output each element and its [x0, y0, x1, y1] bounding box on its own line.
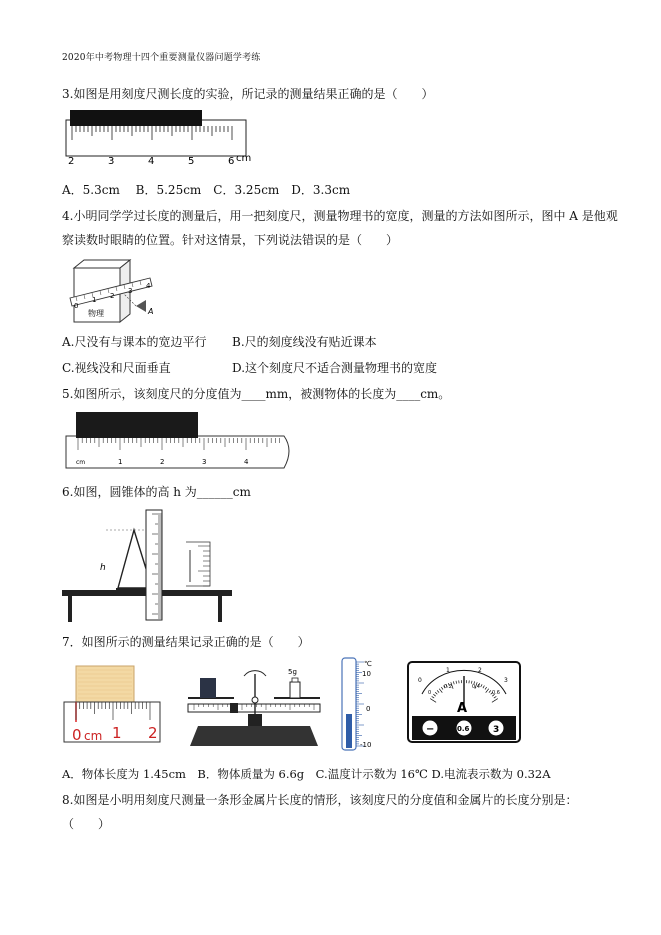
q7-thermometer-figure — [334, 656, 386, 752]
q3-ruler-label: 6 — [228, 156, 235, 167]
q4-ruler-label: 1 — [92, 296, 97, 304]
q4-ruler-label: 4 — [146, 282, 151, 290]
q6-inset-ticks — [198, 546, 210, 586]
q7-weight-label: 5g — [288, 668, 297, 676]
q5-ruler-label: 3 — [202, 458, 207, 466]
q4-figure — [66, 256, 158, 326]
q7-ammeter-bottom-label: 0.6 — [492, 690, 500, 696]
q7-ammeter-letter: A — [457, 701, 468, 716]
q8-stem-line1: 8.如图是小明用刻度尺测量一条形金属片长度的情形，该刻度尺的分度值和金属片的长度分别是： — [62, 793, 578, 807]
q7-terminal-label: 0.6 — [457, 725, 470, 733]
q7-ammeter-top-label: 0 — [418, 677, 422, 684]
q6-h-label: h — [100, 563, 106, 573]
q7-balance-pivot — [252, 697, 258, 703]
q7-ruler-label: 0 — [72, 726, 82, 744]
q7-options: A．物体长度为 1.45cm B．物体质量为 6.6g C.温度计示数为 16℃ D.电流表示数为 0.32A — [62, 767, 551, 781]
page-header: 2020年中考物理十四个重要测量仪器问题学考练 — [62, 53, 261, 63]
q7-block — [76, 666, 134, 702]
q4-eye-icon — [136, 300, 146, 312]
q7-thermo-unit: ℃ — [364, 660, 372, 668]
q3-ruler-unit: cm — [236, 153, 252, 164]
q7-thermo-label: 0 — [366, 705, 371, 713]
q7-ruler-figure — [62, 660, 164, 746]
q7-terminal-label: 3 — [493, 725, 500, 735]
q7-object — [200, 678, 216, 698]
q5-ruler-body — [66, 436, 289, 468]
q7-ruler-label: 2 — [148, 724, 158, 742]
q6-vertical-ruler — [146, 510, 162, 620]
q7-rider — [230, 703, 238, 713]
q6-stem: 6.如图，圆锥体的高 h 为______cm — [62, 485, 251, 499]
q8-stem-line2: （ ） — [62, 817, 111, 831]
q7-ammeter-top-label: 1 — [446, 667, 450, 674]
q3-options: A．5.3cm B．5.25cm C．3.25cm D．3.3cm — [62, 183, 351, 197]
q4-option-c: C.视线没和尺面垂直 — [62, 361, 171, 375]
q6-figure — [62, 504, 292, 622]
q7-ammeter-bottom-label: 0.4 — [472, 684, 480, 690]
q7-ammeter-top-label: 3 — [504, 677, 508, 684]
q7-mercury-column — [346, 714, 352, 748]
q5-ruler-label: 2 — [160, 458, 165, 466]
q5-ruler-label: 4 — [244, 458, 249, 466]
q3-measured-object — [70, 110, 202, 126]
q3-ruler-figure — [58, 106, 258, 176]
q4-option-b: B.尺的刻度线没有贴近课本 — [232, 335, 377, 349]
q4-eye-label: A — [148, 307, 154, 316]
q4-stem-line1: 4.小明同学学过长度的测量后，用一把刻度尺，测量物理书的宽度，测量的方法如图所示，图中 A 是他观 — [62, 209, 618, 223]
q7-balance-beam — [188, 704, 320, 712]
q7-ammeter-bottom-label: 0 — [428, 690, 432, 696]
q7-thermo-label: -10 — [360, 741, 372, 749]
q4-ruler-label: 0 — [74, 302, 79, 310]
q6-table-leg — [68, 596, 72, 622]
q7-ruler-unit: cm — [84, 729, 103, 743]
q3-ruler-label: 3 — [108, 156, 115, 167]
q5-ruler-label: 1 — [118, 458, 123, 466]
q5-stem: 5.如图所示，该刻度尺的分度值为____mm，被测物体的长度为____cm。 — [62, 387, 451, 401]
q5-ruler-figure — [62, 408, 298, 472]
q7-weight — [290, 682, 300, 698]
q7-stem: 7．如图所示的测量结果记录正确的是（ ） — [62, 635, 310, 649]
q4-option-a: A.尺没有与课本的宽边平行 — [62, 335, 207, 349]
q3-ruler-label: 2 — [68, 156, 75, 167]
q7-terminal-label: − — [426, 724, 435, 735]
q7-ammeter-bottom-label: 0.2 — [444, 684, 452, 690]
q7-balance-figure — [184, 660, 324, 748]
q4-ruler-label: 3 — [128, 287, 133, 295]
q5-ruler-unit: cm — [76, 459, 86, 466]
q6-table-leg — [218, 596, 222, 622]
q3-ruler-label: 4 — [148, 156, 155, 167]
q3-stem: 3.如图是用刻度尺测长度的实验，所记录的测量结果正确的是（ ） — [62, 87, 434, 101]
q7-balance-base — [190, 726, 318, 746]
q4-book-title: 物理 — [88, 309, 104, 318]
q7-balance-pillar — [248, 714, 262, 726]
q3-ruler-label: 5 — [188, 156, 195, 167]
q4-ruler-label: 2 — [110, 292, 115, 300]
q7-ammeter-figure — [406, 660, 524, 746]
q7-ruler-label: 1 — [112, 724, 122, 742]
q5-measured-object — [76, 412, 198, 438]
q7-ammeter-top-label: 2 — [478, 667, 482, 674]
q7-thermo-label: 10 — [362, 670, 371, 678]
q4-stem-line2: 察读数时眼睛的位置。针对这情景，下列说法错误的是（ ） — [62, 233, 399, 247]
q4-option-d: D.这个刻度尺不适合测量物理书的宽度 — [232, 361, 438, 375]
